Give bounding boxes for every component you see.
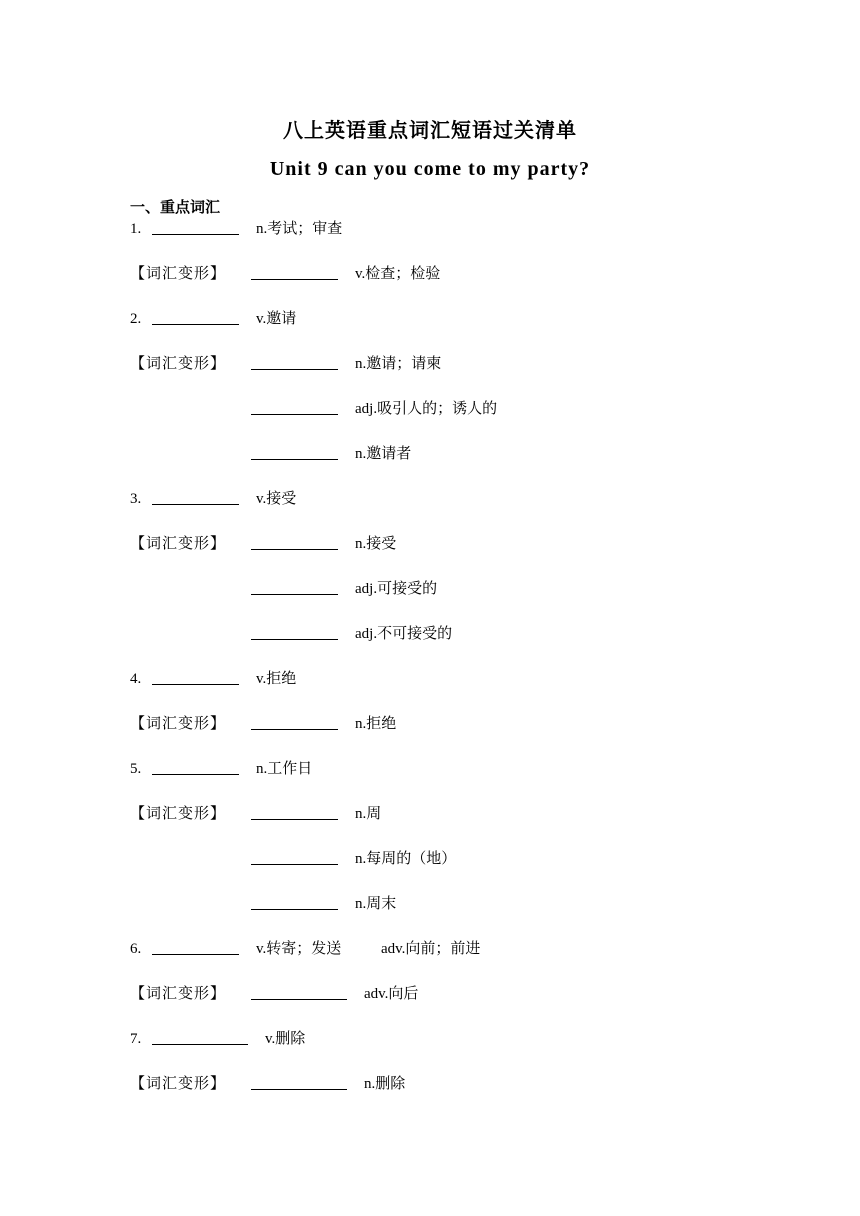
item-meaning: n.考试；审查 xyxy=(256,221,343,237)
form-meaning: n.邀请者 xyxy=(355,446,412,462)
answer-blank[interactable] xyxy=(251,713,338,730)
item-number: 7. xyxy=(130,1031,142,1047)
form-meaning: n.每周的（地） xyxy=(355,851,457,867)
item-number: 1. xyxy=(130,221,142,237)
item-extra-meaning: adv.向前；前进 xyxy=(381,941,481,957)
answer-blank[interactable] xyxy=(251,893,338,910)
form-meaning: n.接受 xyxy=(355,536,397,552)
answer-blank[interactable] xyxy=(152,758,239,775)
answer-blank[interactable] xyxy=(251,443,338,460)
answer-blank[interactable] xyxy=(152,308,239,325)
answer-blank[interactable] xyxy=(251,578,338,595)
answer-blank[interactable] xyxy=(152,488,239,505)
form-meaning: adv.向后 xyxy=(364,986,419,1002)
variation-tag: 【词汇变形】 xyxy=(130,356,227,372)
variation-tag: 【词汇变形】 xyxy=(130,1076,227,1092)
form-meaning: n.邀请；请柬 xyxy=(355,356,442,372)
item-number: 5. xyxy=(130,761,142,777)
form-meaning: n.删除 xyxy=(364,1076,406,1092)
section-heading: 一、重点词汇 xyxy=(130,200,221,216)
item-meaning: n.工作日 xyxy=(256,761,313,777)
form-meaning: n.周末 xyxy=(355,896,397,912)
variation-tag: 【词汇变形】 xyxy=(130,986,227,1002)
item-meaning: v.邀请 xyxy=(256,311,297,327)
answer-blank[interactable] xyxy=(251,803,338,820)
variation-tag: 【词汇变形】 xyxy=(130,536,227,552)
form-meaning: n.拒绝 xyxy=(355,716,397,732)
variation-tag: 【词汇变形】 xyxy=(130,716,227,732)
item-number: 2. xyxy=(130,311,142,327)
answer-blank[interactable] xyxy=(251,263,338,280)
answer-blank[interactable] xyxy=(251,398,338,415)
item-number: 3. xyxy=(130,491,142,507)
answer-blank[interactable] xyxy=(152,218,239,235)
answer-blank[interactable] xyxy=(152,1028,248,1045)
variation-tag: 【词汇变形】 xyxy=(130,266,227,282)
item-meaning: v.拒绝 xyxy=(256,671,297,687)
answer-blank[interactable] xyxy=(251,848,338,865)
item-meaning: v.删除 xyxy=(265,1031,306,1047)
answer-blank[interactable] xyxy=(251,623,338,640)
answer-blank[interactable] xyxy=(251,353,338,370)
answer-blank[interactable] xyxy=(152,938,239,955)
form-meaning: adj.吸引人的；诱人的 xyxy=(355,401,498,417)
answer-blank[interactable] xyxy=(251,983,347,1000)
item-meaning: v.转寄；发送 xyxy=(256,941,342,957)
variation-tag: 【词汇变形】 xyxy=(130,806,227,822)
answer-blank[interactable] xyxy=(251,1073,347,1090)
item-number: 6. xyxy=(130,941,142,957)
unit-title: Unit 9 can you come to my party? xyxy=(269,158,591,180)
form-meaning: v.检查；检验 xyxy=(355,266,441,282)
form-meaning: n.周 xyxy=(355,806,382,822)
page-title: 八上英语重点词汇短语过关清单 xyxy=(283,120,577,142)
form-meaning: adj.不可接受的 xyxy=(355,626,453,642)
item-meaning: v.接受 xyxy=(256,491,297,507)
item-number: 4. xyxy=(130,671,142,687)
form-meaning: adj.可接受的 xyxy=(355,581,438,597)
answer-blank[interactable] xyxy=(152,668,239,685)
answer-blank[interactable] xyxy=(251,533,338,550)
